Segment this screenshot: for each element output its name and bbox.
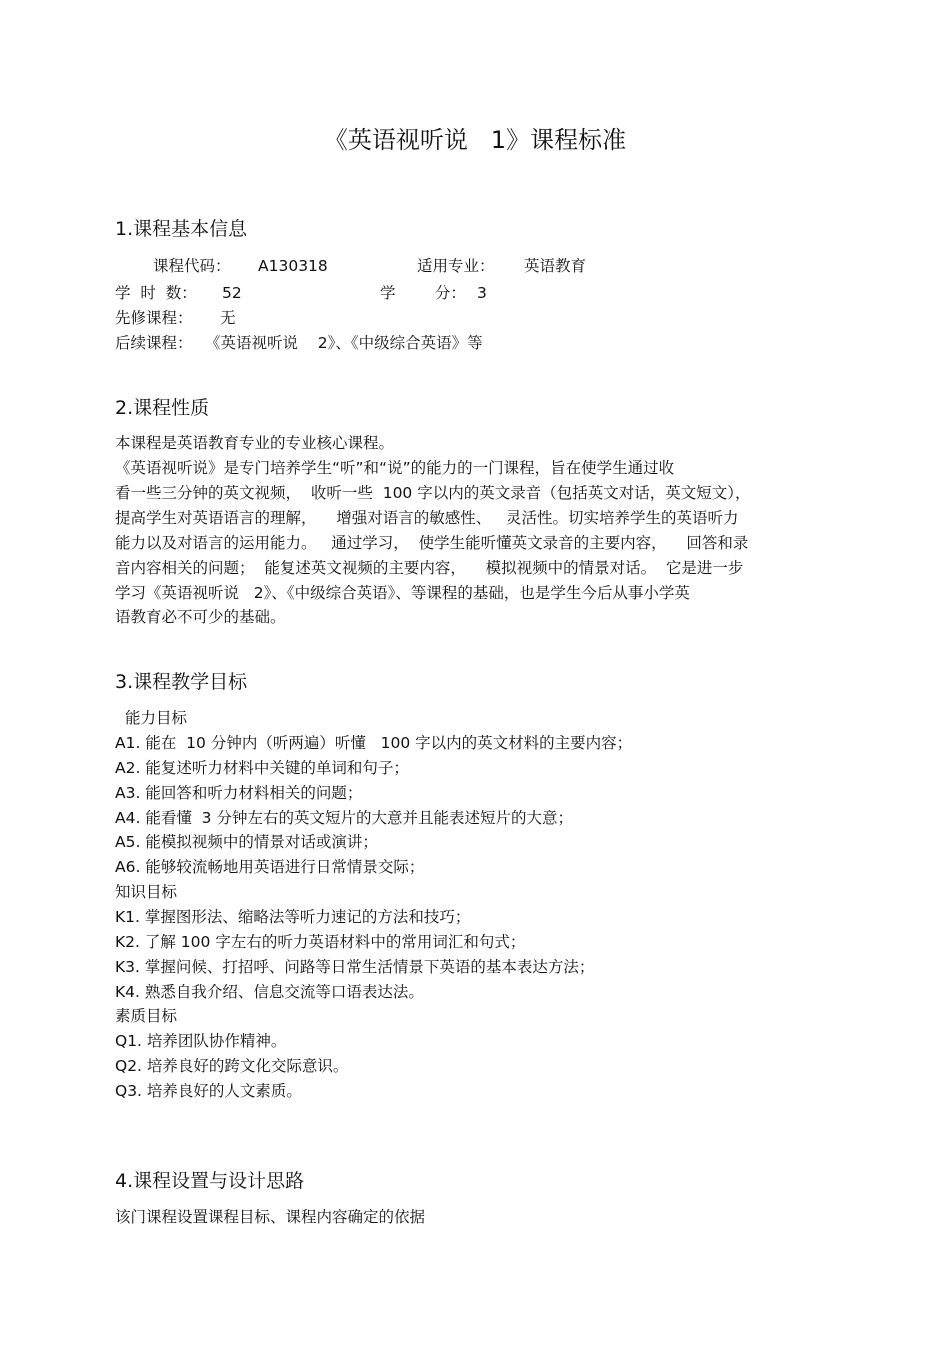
hours-value: 52: [222, 284, 242, 302]
paragraph-line: 《英语视听说》是专门培养学生“听”和“说”的能力的一门课程，旨在使学生通过收: [115, 459, 675, 477]
objective-item: A5. 能模拟视频中的情景对话或演讲；: [115, 833, 378, 851]
objective-item: A2. 能复述听力材料中关键的单词和句子；: [115, 759, 409, 777]
ability-heading: 能力目标: [125, 709, 188, 727]
paragraph-line: 音内容相关的问题； 能复述英文视频的主要内容， 模拟视频中的情景对话。 它是进一步: [115, 559, 744, 577]
paragraph-line: 学习《英语视听说 2》、《中级综合英语》、等课程的基础，也是学生今后从事小学英: [115, 584, 690, 602]
objective-item: A1. 能在 10 分钟内（听两遍）听懂 100 字以内的英文材料的主要内容；: [115, 734, 633, 752]
objective-item: K3. 掌握问候、打招呼、问路等日常生活情景下英语的基本表达方法；: [115, 958, 595, 976]
objective-item: K2. 了解 100 字左右的听力英语材料中的常用词汇和句式；: [115, 933, 526, 951]
objective-item: A3. 能回答和听力材料相关的问题；: [115, 784, 363, 802]
course-code-value: A130318: [258, 257, 328, 275]
paragraph-line: 看一些三分钟的英文视频， 收听一些 100 字以内的英文录音（包括英文对话，英文短文），: [115, 484, 751, 502]
objective-item: Q2. 培养良好的跨文化交际意识。: [115, 1057, 349, 1075]
document-title: 《英语视听说 1》课程标准: [323, 126, 627, 154]
paragraph-line: 提高学生对英语语言的理解， 增强对语言的敏感性、 灵活性。切实培养学生的英语听力: [115, 509, 739, 527]
credit-value: 3: [477, 284, 487, 302]
section-heading-objectives: 3.课程教学目标: [115, 671, 248, 693]
followup-label: 后续课程：: [115, 334, 193, 352]
objective-item: Q1. 培养团队协作精神。: [115, 1032, 287, 1050]
objective-item: A4. 能看懂 3 分钟左右的英文短片的大意并且能表述短片的大意；: [115, 809, 573, 827]
followup-value: 《英语视听说 2》、《中级综合英语》等: [205, 334, 483, 352]
knowledge-heading: 知识目标: [115, 883, 178, 901]
credit-label: 学 分：: [380, 284, 466, 302]
objective-item: K1. 掌握图形法、缩略法等听力速记的方法和技巧；: [115, 908, 471, 926]
section-heading-design: 4.课程设置与设计思路: [115, 1170, 305, 1192]
paragraph-line: 本课程是英语教育专业的专业核心课程。: [115, 434, 395, 452]
prereq-label: 先修课程：: [115, 309, 193, 327]
major-label: 适用专业：: [417, 257, 495, 275]
objective-item: A6. 能够较流畅地用英语进行日常情景交际；: [115, 858, 425, 876]
hours-label: 学 时 数：: [115, 284, 197, 302]
objective-item: Q3. 培养良好的人文素质。: [115, 1082, 302, 1100]
prereq-value: 无: [220, 309, 236, 327]
section-heading-nature: 2.课程性质: [115, 397, 210, 419]
paragraph-line: 语教育必不可少的基础。: [115, 608, 286, 626]
paragraph-line: 能力以及对语言的运用能力。 通过学习， 使学生能听懂英文录音的主要内容， 回答和录: [115, 534, 749, 552]
objective-item: K4. 熟悉自我介绍、信息交流等口语表达法。: [115, 983, 424, 1001]
quality-heading: 素质目标: [115, 1007, 178, 1025]
section-heading-basic-info: 1.课程基本信息: [115, 218, 248, 240]
paragraph-line: 该门课程设置课程目标、课程内容确定的依据: [115, 1208, 426, 1226]
course-code-label: 课程代码：: [153, 257, 231, 275]
major-value: 英语教育: [524, 257, 587, 275]
